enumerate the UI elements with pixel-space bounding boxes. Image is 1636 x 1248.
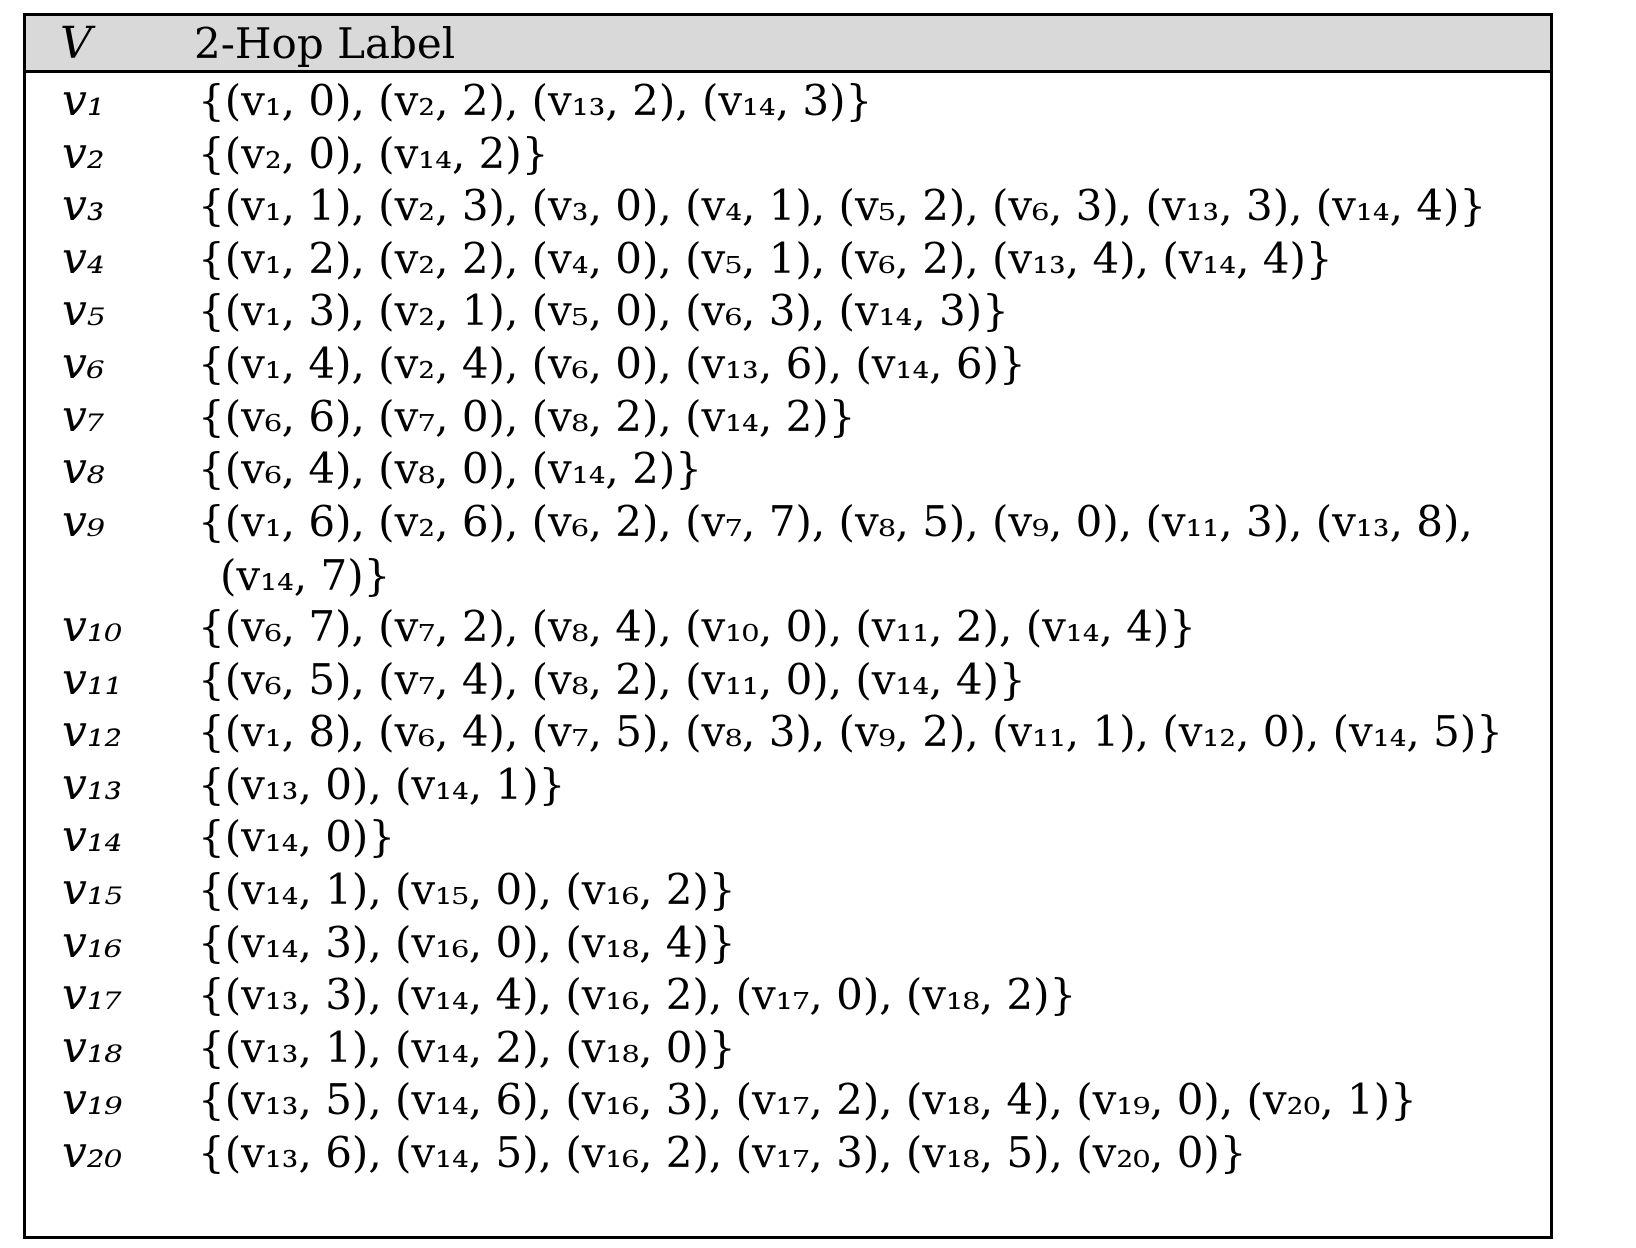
table-row bbox=[26, 283, 1550, 339]
header-vertex: V bbox=[60, 18, 92, 69]
vertex-cell: v₉ bbox=[62, 495, 105, 547]
table-row bbox=[26, 73, 1550, 129]
label-cell: {(v₁₃, 6), (v₁₄, 5), (v₁₆, 2), (v₁₇, 3), (v₁₈, 5), (v₂₀, 0)} bbox=[198, 1128, 1247, 1177]
two-hop-label-table bbox=[23, 13, 1553, 1239]
table-row bbox=[26, 441, 1550, 497]
label-cell: {(v₁, 0), (v₂, 2), (v₁₃, 2), (v₁₄, 3)} bbox=[198, 76, 873, 125]
label-cell-continuation: (v₁₄, 7)} bbox=[220, 550, 391, 600]
vertex-cell: v₂ bbox=[62, 127, 105, 179]
vertex-cell: v₃ bbox=[62, 180, 105, 232]
table-row bbox=[26, 967, 1550, 1023]
label-cell: {(v₆, 7), (v₇, 2), (v₈, 4), (v₁₀, 0), (v₁₁, 2), (v₁₄, 4)} bbox=[198, 602, 1197, 651]
vertex-cell: v₅ bbox=[62, 285, 105, 337]
label-cell: {(v₁, 1), (v₂, 3), (v₃, 0), (v₄, 1), (v₅, 2), (v₆, 3), (v₁₃, 3), (v₁₄, 4)} bbox=[198, 181, 1487, 231]
vertex-cell: v₁₆ bbox=[62, 916, 123, 968]
vertex-cell: v₈ bbox=[62, 443, 105, 495]
label-cell: {(v₁₃, 0), (v₁₄, 1)} bbox=[198, 759, 566, 809]
vertex-cell: v₁₂ bbox=[62, 706, 123, 758]
label-cell: {(v₆, 6), (v₇, 0), (v₈, 2), (v₁₄, 2)} bbox=[198, 391, 856, 441]
vertex-cell: v₁ bbox=[62, 75, 105, 126]
table-row bbox=[26, 494, 1550, 600]
table-row bbox=[26, 599, 1550, 655]
header-label: 2-Hop Label bbox=[194, 19, 456, 68]
label-cell: {(v₁₄, 0)} bbox=[198, 812, 396, 862]
label-cell: {(v₁, 2), (v₂, 2), (v₄, 0), (v₅, 1), (v₆, 2), (v₁₃, 4), (v₁₄, 4)} bbox=[198, 233, 1333, 283]
label-cell: {(v₂, 0), (v₁₄, 2)} bbox=[198, 128, 549, 178]
table-row bbox=[26, 231, 1550, 287]
vertex-cell: v₁₄ bbox=[62, 811, 123, 863]
label-cell: {(v₆, 4), (v₈, 0), (v₁₄, 2)} bbox=[198, 444, 702, 494]
label-cell: {(v₁₄, 1), (v₁₅, 0), (v₁₆, 2)} bbox=[198, 865, 736, 914]
label-cell: {(v₁, 6), (v₂, 6), (v₆, 2), (v₇, 7), (v₈, 5), (v₉, 0), (v₁₁, 3), (v₁₃, 8), bbox=[198, 496, 1473, 546]
label-cell: {(v₁₃, 5), (v₁₄, 6), (v₁₆, 3), (v₁₇, 2), (v₁₈, 4), (v₁₉, 0), (v₂₀, 1)} bbox=[198, 1075, 1417, 1125]
label-cell: {(v₁, 8), (v₆, 4), (v₇, 5), (v₈, 3), (v₉, 2), (v₁₁, 1), (v₁₂, 0), (v₁₄, 5)} bbox=[198, 707, 1503, 757]
vertex-cell: v₆ bbox=[62, 338, 105, 389]
label-cell: {(v₁, 4), (v₂, 4), (v₆, 0), (v₁₃, 6), (v₁₄, 6)} bbox=[198, 339, 1026, 388]
table-header bbox=[26, 16, 1550, 73]
table-row bbox=[26, 704, 1550, 760]
label-cell: {(v₁₄, 3), (v₁₆, 0), (v₁₈, 4)} bbox=[198, 917, 736, 967]
vertex-cell: v₁₁ bbox=[62, 653, 123, 705]
table-row bbox=[26, 862, 1550, 918]
label-cell: {(v₁, 3), (v₂, 1), (v₅, 0), (v₆, 3), (v₁₄, 3)} bbox=[198, 286, 1009, 336]
table-row bbox=[26, 757, 1550, 813]
table-row bbox=[26, 1072, 1550, 1128]
table-row bbox=[26, 178, 1550, 234]
label-cell: {(v₁₃, 1), (v₁₄, 2), (v₁₈, 0)} bbox=[198, 1022, 736, 1072]
table-row bbox=[26, 652, 1550, 708]
vertex-cell: v₁₀ bbox=[62, 601, 123, 652]
vertex-cell: v₁₈ bbox=[62, 1021, 123, 1073]
table-row bbox=[26, 336, 1550, 392]
vertex-cell: v₁₇ bbox=[62, 969, 123, 1021]
table-row bbox=[26, 389, 1550, 445]
table-row bbox=[26, 915, 1550, 971]
vertex-cell: v₁₉ bbox=[62, 1074, 123, 1126]
vertex-cell: v₇ bbox=[62, 390, 105, 442]
table-row bbox=[26, 809, 1550, 865]
label-cell: {(v₆, 5), (v₇, 4), (v₈, 2), (v₁₁, 0), (v₁₄, 4)} bbox=[198, 654, 1026, 704]
label-cell: {(v₁₃, 3), (v₁₄, 4), (v₁₆, 2), (v₁₇, 0), (v₁₈, 2)} bbox=[198, 970, 1077, 1020]
table-row bbox=[26, 1020, 1550, 1076]
table-row bbox=[26, 1125, 1550, 1181]
vertex-cell: v₁₃ bbox=[62, 758, 123, 810]
vertex-cell: v₄ bbox=[62, 232, 105, 284]
vertex-cell: v₂₀ bbox=[62, 1127, 123, 1178]
vertex-cell: v₁₅ bbox=[62, 864, 123, 915]
table-row bbox=[26, 126, 1550, 182]
